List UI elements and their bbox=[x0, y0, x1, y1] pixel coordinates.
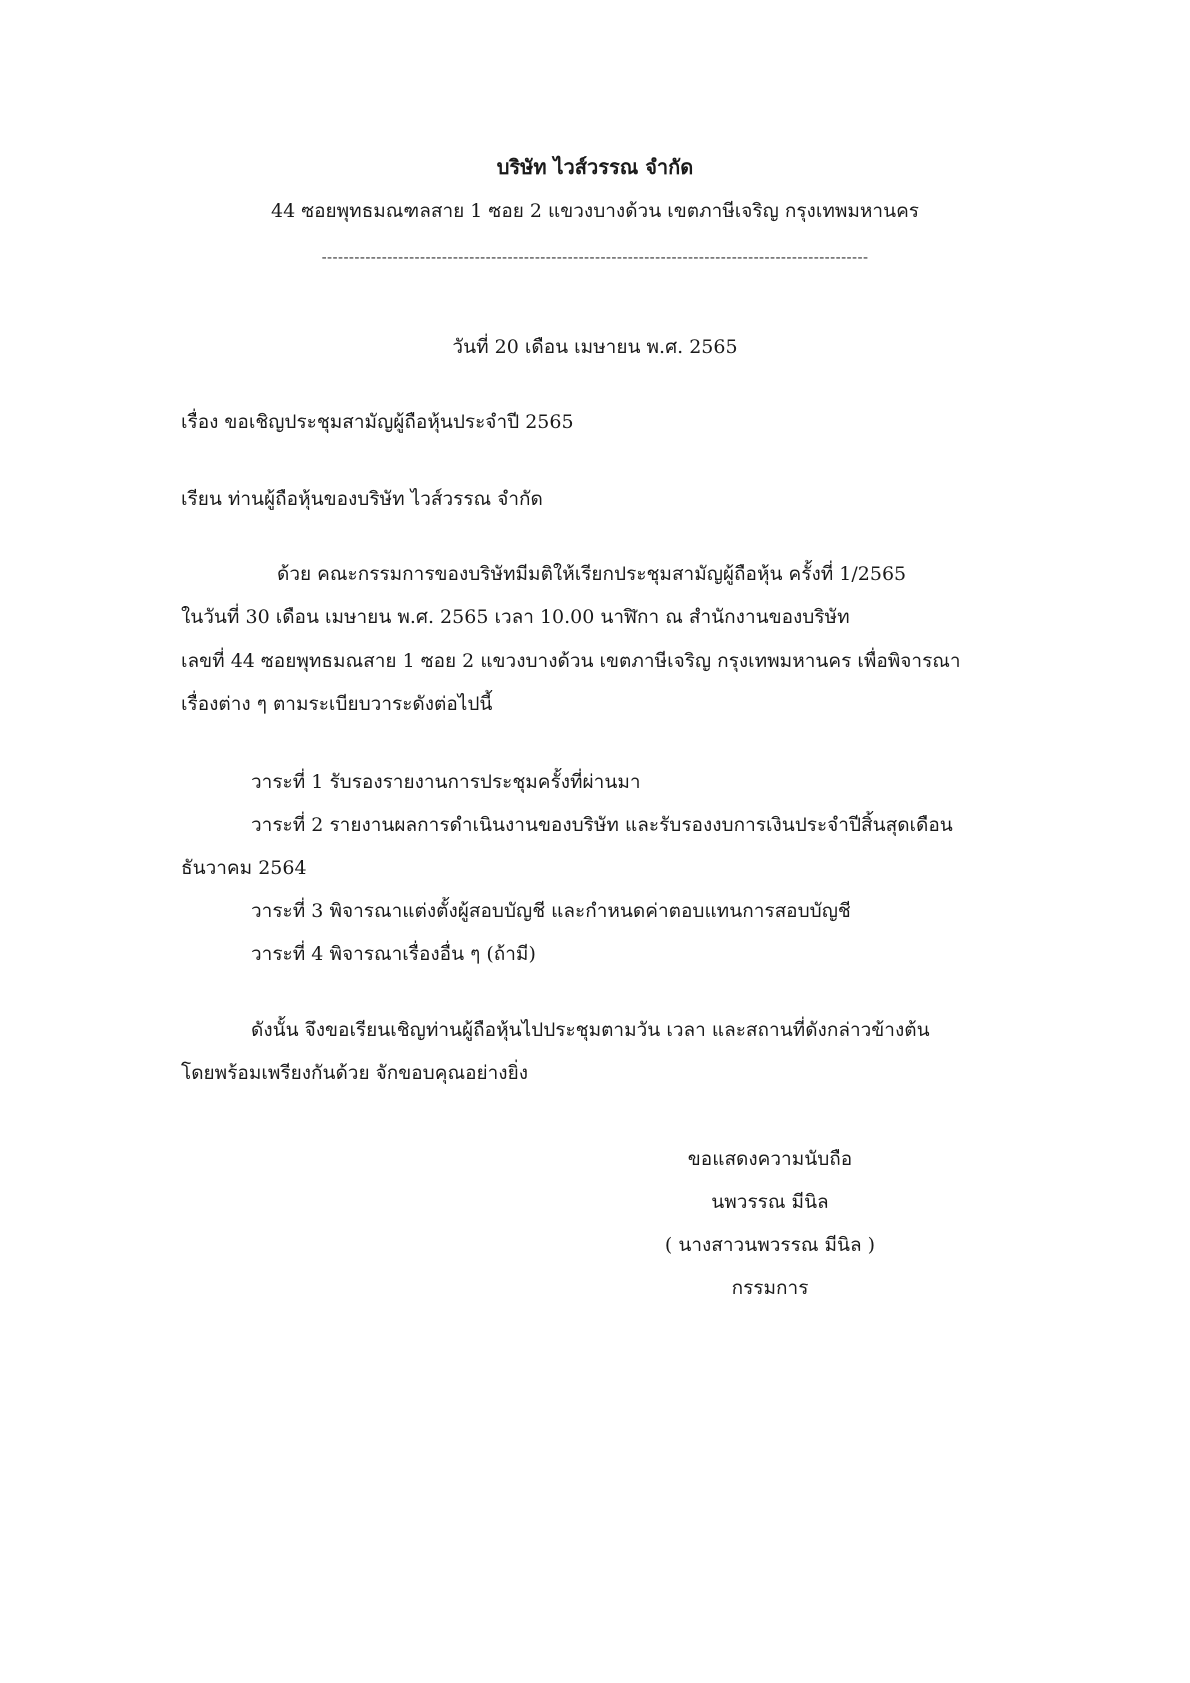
header-separator: ---------------------------------------------------------------------------------------------------- bbox=[321, 248, 869, 266]
paragraph1-line1 bbox=[181, 560, 1007, 588]
paragraph1-line1-text: ด้วย คณะกรรมการของบริษัทมีมติให้เรียกประชุมสามัญผู้ถือหุ้น ครั้งที่ 1/2565 bbox=[277, 563, 907, 585]
agenda-item-4: วาระที่ 4 พิจารณาเรื่องอื่น ๆ (ถ้ามี) bbox=[251, 943, 536, 965]
agenda-item-2-continued: ธันวาคม 2564 bbox=[181, 857, 307, 879]
signature-full-name: ( นางสาวนพวรรณ มีนิล ) bbox=[664, 1234, 876, 1256]
signature-position: กรรมการ bbox=[731, 1277, 809, 1299]
letter-date: วันที่ 20 เดือน เมษายน พ.ศ. 2565 bbox=[452, 336, 738, 358]
agenda-item-3: วาระที่ 3 พิจารณาแต่งตั้งผู้สอบบัญชี และกำหนดค่าตอบแทนการสอบบัญชี bbox=[251, 900, 851, 922]
company-name: บริษัท ไวส์วรรณ จำกัด bbox=[496, 155, 694, 179]
signature-regards: ขอแสดงความนับถือ bbox=[687, 1148, 853, 1170]
closing-line1: ดังนั้น จึงขอเรียนเชิญท่านผู้ถือหุ้นไปประชุมตามวัน เวลา และสถานที่ดังกล่าวข้างต้น bbox=[251, 1019, 930, 1041]
agenda-item-2: วาระที่ 2 รายงานผลการดำเนินงานของบริษัท และรับรองงบการเงินประจำปีสิ้นสุดเดือน bbox=[251, 814, 953, 836]
paragraph1-line4: เรื่องต่าง ๆ ตามระเบียบวาระดังต่อไปนี้ bbox=[181, 693, 493, 715]
letter-subject: เรื่อง ขอเชิญประชุมสามัญผู้ถือหุ้นประจำปี 2565 bbox=[181, 411, 574, 433]
closing-line2: โดยพร้อมเพรียงกันด้วย จักขอบคุณอย่างยิ่ง bbox=[181, 1062, 528, 1084]
company-address: 44 ซอยพุทธมณฑลสาย 1 ซอย 2 แขวงบางด้วน เขตภาษีเจริญ กรุงเทพมหานคร bbox=[270, 200, 919, 222]
agenda-item-1: วาระที่ 1 รับรองรายงานการประชุมครั้งที่ผ่านมา bbox=[251, 771, 641, 793]
letter-greeting: เรียน ท่านผู้ถือหุ้นของบริษัท ไวส์วรรณ จำกัด bbox=[181, 488, 543, 510]
paragraph1-line3: เลขที่ 44 ซอยพุทธมณสาย 1 ซอย 2 แขวงบางด้วน เขตภาษีเจริญ กรุงเทพมหานคร เพื่อพิจารณา bbox=[181, 650, 961, 672]
paragraph1-line2: ในวันที่ 30 เดือน เมษายน พ.ศ. 2565 เวลา 10.00 นาฬิกา ณ สำนักงานของบริษัท bbox=[181, 606, 850, 628]
signature-name: นพวรรณ มีนิล bbox=[711, 1191, 829, 1213]
